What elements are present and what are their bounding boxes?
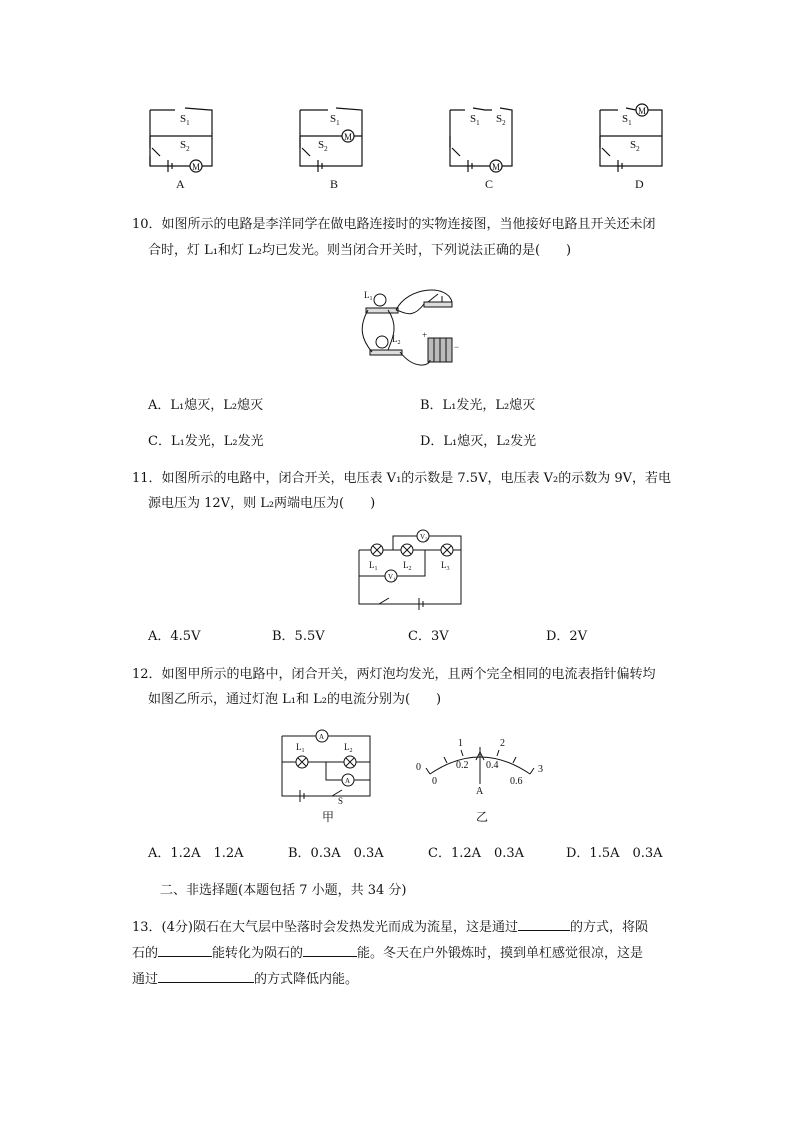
b-s1-label: $S_1$: [330, 113, 340, 127]
c-s2-label: $S_2$: [496, 113, 506, 127]
q10-option-c: C．L₁发光，L₂发光: [148, 434, 264, 449]
q10-physical-circuit-figure: [358, 280, 462, 372]
option-label-a: A: [176, 177, 185, 191]
q11-option-a: A．4.5V: [148, 629, 201, 644]
q13-text-7: 的方式降低内能。: [254, 972, 359, 987]
c-motor-label: M: [492, 162, 501, 172]
q12-ammeter-branch-label: A: [345, 777, 351, 785]
q12-option-c: C．1.2A 0.3A: [428, 846, 525, 861]
q11-line1: 11．如图所示的电路中，闭合开关，电压表 V₁的示数是 7.5V，电压表 V₂的示数为 9V，若电: [132, 471, 671, 486]
q11-v2-label: $V_2$: [420, 533, 428, 543]
q13-blank-3[interactable]: [303, 942, 357, 957]
a-s2-label: $S_2$: [180, 139, 190, 153]
d-s2-label: $S_2$: [630, 139, 640, 153]
q12-l2-label: $L_2$: [344, 742, 353, 754]
q13-text-6: 通过: [132, 972, 159, 987]
circuit-c: [450, 108, 512, 172]
q12-ammeter-top-label: A: [319, 733, 325, 741]
a-s1-label: $S_1$: [180, 113, 190, 127]
q13-blank-2[interactable]: [158, 942, 212, 957]
option-label-c: C: [485, 177, 494, 191]
q10-minus-label: −: [454, 342, 460, 352]
q10-line1: 10．如图所示的电路是李洋同学在做电路连接时的实物连接图，当他接好电路且开关还未闭: [132, 217, 656, 232]
section-2-heading: 二、非选择题(本题包括 7 小题，共 34 分): [160, 883, 407, 898]
q13-line1: [132, 916, 648, 938]
q13-line3: [132, 968, 358, 990]
q11-option-b: B．5.5V: [272, 629, 325, 644]
q11-l1-label: $L_1$: [369, 560, 378, 572]
q12-option-b: B．0.3A 0.3A: [288, 846, 384, 861]
q13-text-2: 的方式，将陨: [569, 920, 648, 935]
meter-outer-1: 1: [458, 738, 463, 749]
q13-text-3: 石的: [132, 946, 159, 961]
b-s2-label: $S_2$: [318, 139, 328, 153]
b-motor-label: M: [344, 132, 353, 142]
q10-option-b: B．L₁发光，L₂熄灭: [420, 398, 536, 413]
c-s1-label: $S_1$: [470, 113, 480, 127]
option-label-d: D: [635, 177, 644, 191]
meter-unit-label: A: [476, 786, 484, 797]
a-motor-label: M: [192, 162, 201, 172]
meter-inner-06: 0.6: [510, 776, 523, 787]
q11-l2-label: $L_2$: [403, 560, 412, 572]
q12-option-a: A．1.2A 1.2A: [148, 846, 244, 861]
q10-l2-label: $L_2$: [392, 334, 401, 346]
meter-outer-0: 0: [416, 762, 421, 773]
q11-line2: 源电压为 12V，则 L₂两端电压为( ): [148, 496, 376, 511]
q11-v1-label: $V_1$: [388, 573, 396, 583]
meter-outer-2: 2: [500, 738, 505, 749]
ammeter-dial-figure: [410, 730, 550, 796]
meter-inner-04: 0.4: [486, 760, 499, 771]
q10-plus-label: +: [422, 330, 428, 340]
q10-line2: 合时，灯 L₁和灯 L₂均已发光。则当闭合开关时，下列说法正确的是( ): [148, 243, 572, 258]
d-motor-label: M: [638, 106, 647, 116]
q13-text-5: 能。冬天在户外锻炼时，摸到单杠感觉很凉，这是: [357, 946, 644, 961]
q11-circuit-figure: [355, 526, 465, 608]
d-s1-label: $S_1$: [622, 113, 632, 127]
q13-line2: [132, 942, 643, 964]
option-label-b: B: [330, 177, 339, 191]
q13-text-4: 能转化为陨石的: [212, 946, 304, 961]
q10-option-a: A．L₁熄灭，L₂熄灭: [148, 398, 264, 413]
circuit-d: [600, 104, 662, 172]
caption-jia: 甲: [322, 810, 335, 824]
q12-option-d: D．1.5A 0.3A: [566, 846, 663, 861]
caption-yi: 乙: [476, 810, 489, 824]
q13-blank-4[interactable]: [158, 968, 254, 983]
meter-outer-3: 3: [538, 764, 543, 775]
q13-blank-1[interactable]: [518, 916, 570, 931]
q12-line1: 12．如图甲所示的电路中，闭合开关，两灯泡均发光，且两个完全相同的电流表指针偏转均: [132, 667, 656, 682]
meter-inner-02: 0.2: [456, 760, 469, 771]
circuit-options-figure: [140, 100, 680, 192]
q12-switch-label: S: [338, 796, 344, 806]
q12-circuit-jia-figure: [278, 726, 374, 806]
q11-option-c: C．3V: [408, 629, 449, 644]
q10-option-d: D．L₁熄灭，L₂发光: [420, 434, 537, 449]
q13-text-1: 13．(4分)陨石在大气层中坠落时会发热发光而成为流星，这是通过: [132, 920, 518, 935]
q10-l1-label: $L_1$: [364, 290, 373, 302]
q12-l1-label: $L_1$: [296, 742, 305, 754]
q11-l3-label: $L_3$: [441, 560, 450, 572]
q11-option-d: D．2V: [546, 629, 588, 644]
meter-inner-0: 0: [432, 776, 437, 787]
q12-line2: 如图乙所示，通过灯泡 L₁和 L₂的电流分别为( ): [148, 692, 442, 707]
